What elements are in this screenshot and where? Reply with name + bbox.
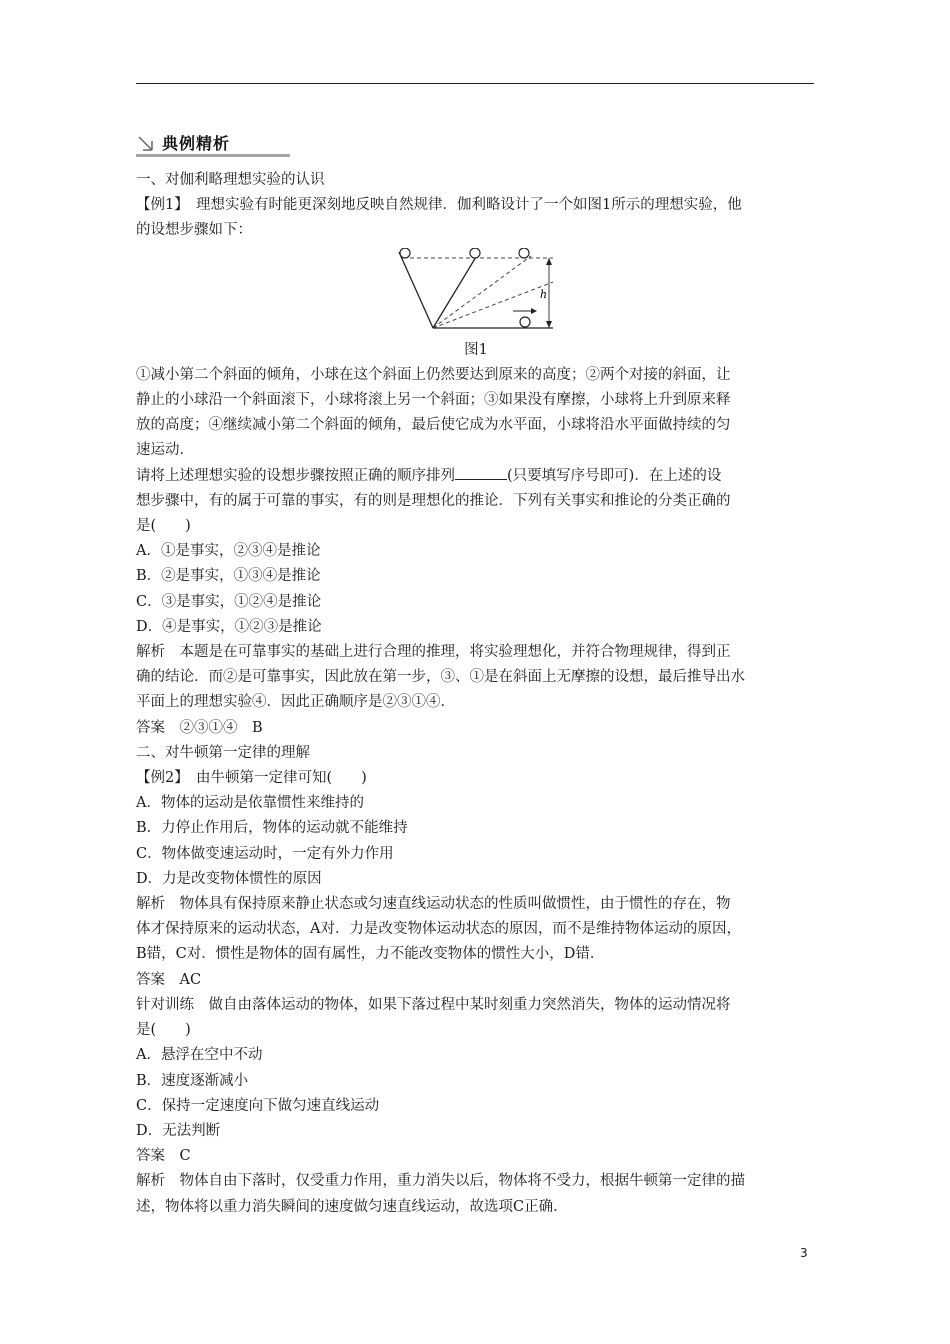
answer-line: 答案 C [136,1148,191,1165]
ball-shallow [519,248,529,258]
example-1-line: 的设想步骤如下： [136,222,252,239]
analysis-line: 述，物体将以重力消失瞬间的速度做匀速直线运动，故选项C正确． [136,1198,568,1215]
incline-diagram [391,248,566,334]
option-c: C．物体做变速运动时，一定有外力作用 [136,845,394,862]
subheading-1: 一、对伽利略理想实验的认识 [136,172,325,188]
question-line: 想步骤中，有的属于可靠的事实，有的则是理想化的推论．下列有关事实和推论的分类正确的 [136,492,731,509]
ball-ground [520,317,530,327]
analysis-line: 解析 物体具有保持原来静止状态或匀速直线运动状态的性质叫做惯性，由于惯性的存在，物 [136,896,731,913]
option-a: A．悬浮在空中不动 [136,1047,263,1064]
option-b: B．力停止作用后，物体的运动就不能维持 [136,820,408,837]
option-c: C．保持一定速度向下做匀速直线运动 [136,1097,380,1114]
option-d: D．力是改变物体惯性的原因 [136,870,322,887]
option-c: C．③是事实，①②④是推论 [136,593,322,610]
steps-line: ①减小第二个斜面的倾角，小球在这个斜面上仍然要达到原来的高度；②两个对接的斜面，让 [136,366,731,383]
section-heading [136,130,290,156]
header-rule [136,83,814,84]
analysis-line: 确的结论．而②是可靠事实，因此放在第一步，③、①是在斜面上无摩擦的设想，最后推导出水 [136,669,745,686]
analysis-line: 解析 物体自由下落时，仅受重力作用，重力消失以后，物体将不受力，根据牛顿第一定律的描 [136,1173,745,1190]
page-number: 3 [800,1246,808,1260]
answer-blank [455,465,507,480]
steps-line: 静止的小球沿一个斜面滚下，小球将滚上另一个斜面；③如果没有摩擦，小球将上升到原来释 [136,392,731,409]
subheading-2: 二、对牛顿第一定律的理解 [136,744,310,761]
analysis-line: 解析 本题是在可靠事实的基础上进行合理的推理，将实验理想化，并符合物理规律，得到正 [136,644,731,661]
figure-caption: 图1 [464,341,488,358]
ball-incline [470,248,480,258]
figure-1 [136,244,816,338]
analysis-line: B错，C对．惯性是物体的固有属性，力不能改变物体的惯性大小，D错． [136,946,605,963]
height-label: h [540,287,548,301]
steps-line: 放的高度；④继续减小第二个斜面的倾角，最后使它成为水平面，小球将沿水平面做持续的匀 [136,417,731,434]
example-1-line: 【例1】 理想实验有时能更深刻地反映自然规律．伽利略设计了一个如图1所示的理想实验，他 [136,197,742,214]
question-text: (只要填写序号即可)．在上述的设 [507,467,722,484]
question-line [136,464,816,489]
ball-start [400,248,410,258]
training-line: 针对训练 做自由落体运动的物体，如果下落过程中某时刻重力突然消失，物体的运动情况将 [136,996,731,1013]
section-underline [136,154,290,157]
option-b: B．②是事实，①③④是推论 [136,568,321,585]
training-line: 是( ) [136,1022,191,1039]
arrow-corner-icon [136,134,156,154]
example-2-line: 【例2】 由牛顿第一定律可知( ) [136,770,367,787]
option-d: D．无法判断 [136,1122,221,1139]
option-a: A．物体的运动是依靠惯性来维持的 [136,795,364,812]
analysis-line: 体才保持原来的运动状态，A对．力是改变物体运动状态的原因，而不是维持物体运动的原因， [136,921,741,938]
option-d: D．④是事实，①②③是推论 [136,618,322,635]
answer-line: 答案 AC [136,971,202,988]
analysis-line: 平面上的理想实验④．因此正确顺序是②③①④． [136,694,455,711]
option-a: A．①是事实，②③④是推论 [136,543,321,560]
question-line: 是( ) [136,518,191,535]
option-b: B．速度逐渐减小 [136,1072,249,1089]
answer-line: 答案 ②③①④ B [136,719,263,736]
document-body [136,168,816,1220]
steps-line: 速运动． [136,442,194,459]
section-title: 典例精析 [162,134,231,153]
question-text: 请将上述理想实验的设想步骤按照正确的顺序排列 [136,467,455,484]
